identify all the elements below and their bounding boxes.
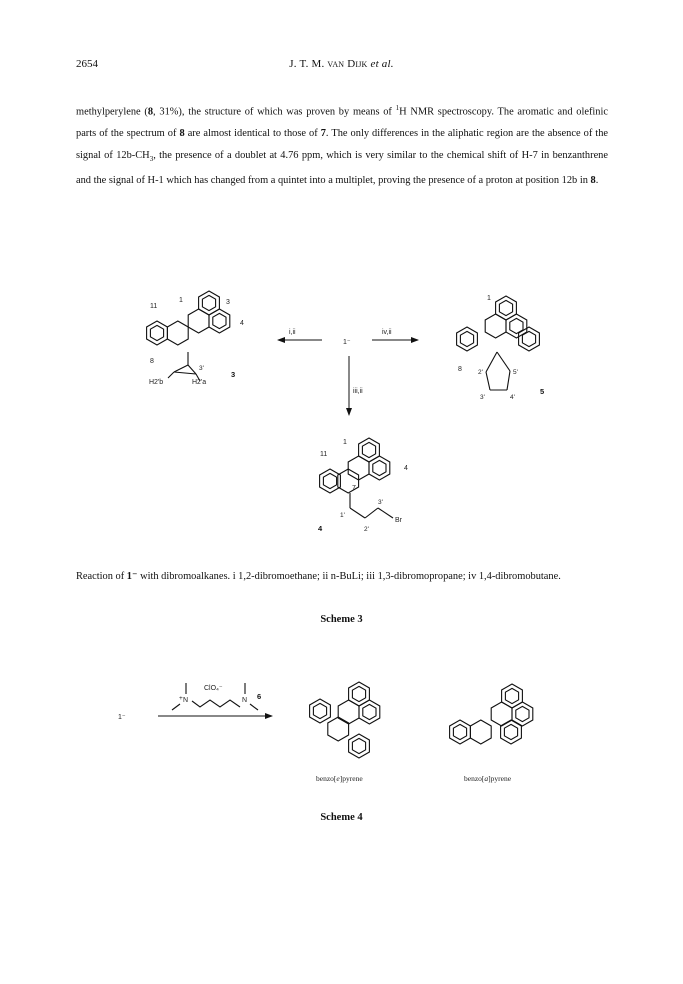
page-number: 2654 [76, 58, 98, 70]
svg-text:3': 3' [199, 365, 204, 372]
svg-text:5: 5 [540, 387, 545, 396]
svg-text:8: 8 [458, 366, 462, 373]
svg-text:11: 11 [320, 451, 328, 458]
scheme4-title: Scheme 4 [320, 812, 363, 823]
svg-text:iv,ii: iv,ii [382, 329, 392, 336]
benzo-e-pyrene-structure [310, 682, 380, 783]
svg-text:Br: Br [395, 517, 402, 524]
svg-text:2': 2' [364, 526, 369, 533]
svg-text:ClO₄⁻: ClO₄⁻ [204, 685, 223, 692]
benzo-e-pyrene-label: benzo[e]pyrene [316, 774, 363, 783]
svg-text:6: 6 [257, 692, 262, 701]
svg-text:8: 8 [150, 358, 154, 365]
svg-text:2': 2' [478, 369, 483, 376]
svg-text:+: + [179, 695, 183, 702]
benzo-a-pyrene-structure [450, 684, 533, 783]
svg-text:3: 3 [231, 370, 236, 379]
compound-5-structure [457, 295, 545, 401]
svg-text:3: 3 [226, 299, 230, 306]
svg-text:1: 1 [487, 295, 491, 302]
scheme3-reaction-arrows [278, 329, 418, 415]
authors-surname: van Dijk [327, 58, 368, 70]
svg-text:1: 1 [343, 439, 347, 446]
svg-text:11: 11 [150, 303, 158, 310]
svg-text:5': 5' [513, 369, 518, 376]
svg-text:N: N [183, 697, 189, 704]
svg-text:7: 7 [352, 485, 356, 492]
benzo-a-pyrene-label: benzo[a]pyrene [464, 774, 512, 783]
svg-text:4': 4' [510, 394, 515, 401]
authors-etal: et al. [367, 58, 394, 70]
authors-initials: J. T. M. [289, 58, 328, 70]
scheme4-arrow [118, 714, 272, 721]
svg-text:3': 3' [378, 499, 383, 506]
svg-text:1': 1' [340, 512, 345, 519]
scheme3-caption: Reaction of 1⁻ with dibromoalkanes. i 1,2-dibromoethane; ii n-BuLi; iii 1,3-dibromopropane; iv 1,4-dibromobutane. [76, 571, 561, 582]
scheme4-reagent-6 [172, 683, 261, 710]
svg-text:H2'a: H2'a [192, 379, 207, 386]
svg-text:i,ii: i,ii [289, 329, 296, 336]
compound-3-structure [147, 291, 244, 386]
svg-text:iii,ii: iii,ii [353, 388, 363, 395]
svg-text:4: 4 [404, 465, 408, 472]
svg-text:4: 4 [318, 524, 323, 533]
svg-text:1⁻: 1⁻ [118, 714, 126, 721]
svg-text:4: 4 [240, 320, 244, 327]
body-paragraph: methylperylene (8, 31%), the structure of which was proven by means of $^1$H NMR spectroscopy. The aromatic and olefinic parts of the spectrum of 8 are almost identical to those of 7. The only differences in the aliphatic region are the absence of the signal of $12b-CH_3$, the presence of a doublet at 4.76 ppm, which is very similar to the chemical shift of H-7 in benzanthrene and the signal of H-1 which has changed from a quintet into a multiplet, proving the presence of a proton at position 12b in 8. [76, 104, 609, 187]
svg-text:1: 1 [179, 297, 183, 304]
svg-text:1⁻: 1⁻ [343, 339, 351, 346]
compound-4-structure [318, 438, 408, 533]
svg-text:N: N [242, 697, 248, 704]
scheme3-title: Scheme 3 [320, 614, 363, 625]
svg-text:3': 3' [480, 394, 485, 401]
svg-text:H2'b: H2'b [149, 379, 164, 386]
